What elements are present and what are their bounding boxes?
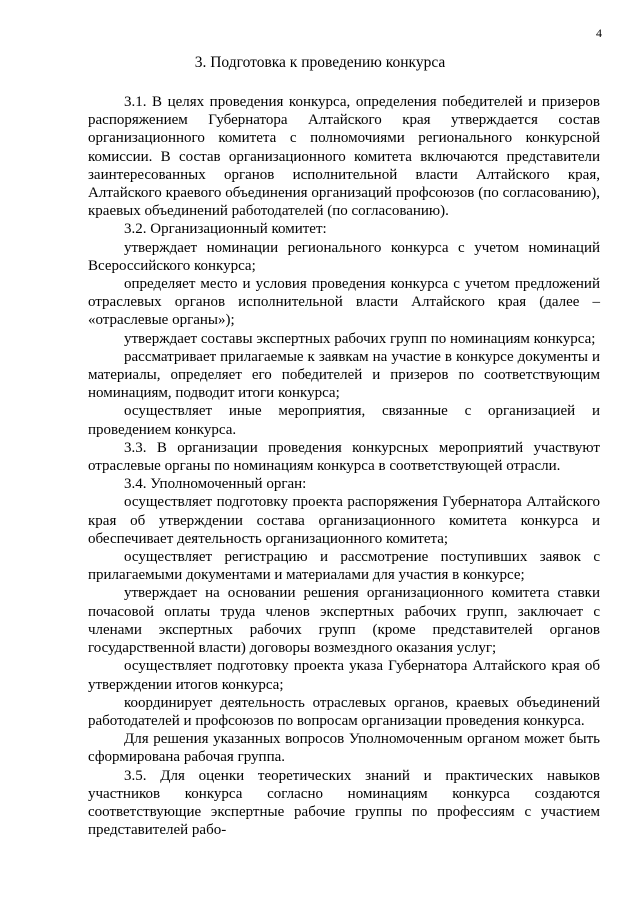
paragraph: утверждает номинации регионального конкурса с учетом номинаций Всероссийского конкурса; [88, 239, 600, 274]
paragraph: утверждает на основании решения организационного комитета ставки почасовой оплаты труда членов экспертных рабочих групп, заключает с членами экспертных рабочих групп (кроме представителей органов государственной власти) договоры возмездного оказания услуг; [88, 585, 600, 657]
section-title: 3. Подготовка к проведению конкурса [194, 54, 446, 71]
paragraph: 3.4. Уполномоченный орган: [124, 476, 307, 493]
paragraph: координирует деятельность отраслевых органов, краевых объединений работодателей и профсоюзов по вопросам организации проведения конкурса. [88, 694, 600, 729]
paragraph: рассматривает прилагаемые к заявкам на участие в конкурсе документы и материалы, определяет его победителей и призеров по соответствующим номинациям, подводит итоги конкурса; [88, 348, 600, 402]
document-body [88, 93, 600, 839]
paragraph: осуществляет регистрацию и рассмотрение поступивших заявок с прилагаемыми документами и материалами для участия в конкурсе; [88, 549, 600, 584]
paragraph: утверждает составы экспертных рабочих групп по номинациям конкурса; [124, 330, 596, 347]
paragraph: 3.3. В организации проведения конкурсных мероприятий участвуют отраслевые органы по номинациям конкурса в соответствующей отрасли. [88, 439, 600, 475]
page-number: 4 [596, 26, 602, 40]
paragraph: 3.2. Организационный комитет: [124, 221, 327, 238]
paragraph: 3.5. Для оценки теоретических знаний и практических навыков участников конкурса согласно номинациям конкурса создаются соответствующие экспертные рабочие группы по профессиям с участием представителей рабо- [88, 767, 600, 839]
paragraph: 3.1. В целях проведения конкурса, определения победителей и призеров распоряжением Губернатора Алтайского края утверждается состав организационного комитета с полномочиями регионального конкурсной комиссии. В состав организационного комитета включаются представители заинтересованных органов исполнительной власти Алтайского края, Алтайского краевого объединения организаций профсоюзов (по согласованию), краевых объединений работодателей (по согласованию). [88, 94, 600, 220]
paragraph: осуществляет подготовку проекта распоряжения Губернатора Алтайского края об утверждении состава организационного комитета конкурса и обеспечивает деятельность организационного комитета; [88, 494, 600, 547]
paragraph: Для решения указанных вопросов Уполномоченным органом может быть сформирована рабочая группа. [88, 731, 600, 766]
paragraph: осуществляет подготовку проекта указа Губернатора Алтайского края об утверждении итогов конкурса; [88, 658, 600, 693]
paragraph: определяет место и условия проведения конкурса с учетом предложений отраслевых органов исполнительной власти Алтайского края (далее – «отраслевые органы»); [88, 276, 600, 329]
paragraph: осуществляет иные мероприятия, связанные с организацией и проведением конкурса. [88, 403, 600, 438]
